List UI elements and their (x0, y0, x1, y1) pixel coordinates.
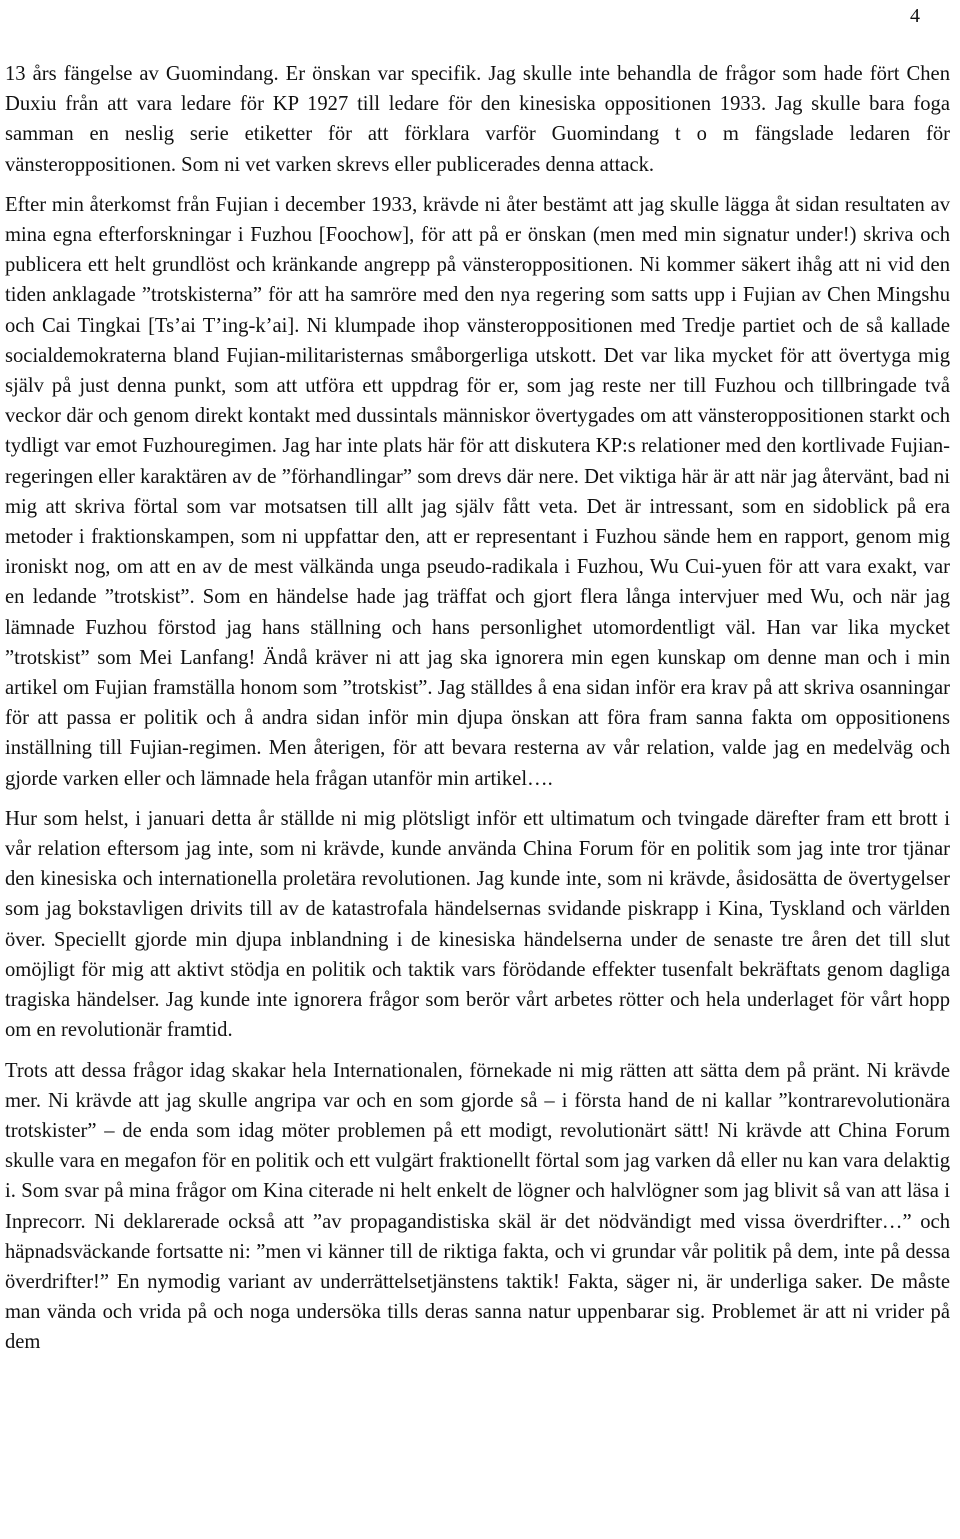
page-number: 4 (910, 5, 920, 27)
paragraph-4: Trots att dessa frågor idag skakar hela Internationalen, förnekade ni mig rätten att sätta dem på pränt. Ni krävde mer. Ni krävde att jag skulle angripa var och en som gjorde så – i första hand de ni kallar ”kontrarevolutionära trotskister” – de enda som idag möter problemen på ett modigt, revolutionärt sätt! Ni krävde att China Forum skulle vara en megafon för en politik och ett vulgärt fraktionellt förtal som jag varken då eller nu kan vara delaktig i. Som svar på mina frågor om Kina citerade ni helt enkelt de lögner och halvlögner som jag blivit så van att läsa i Inprecorr. Ni deklarerade också att ”av propagandistiska skäl är det nödvändigt med vissa överdrifter…” och häpnadsväckande fortsatte ni: ”men vi känner till de riktiga fakta, och vi grundar vår politik på dem, inte på dessa överdrifter!” En nymodig variant av underrättelsetjänstens taktik! Fakta, säger ni, är underliga saker. De måste man vända och vrida på och noga undersöka tills deras sanna natur uppenbarar sig. Problemet är att ni vrider på dem (5, 1059, 950, 1354)
paragraph-3: Hur som helst, i januari detta år ställde ni mig plötsligt inför ett ultimatum och tvingade därefter fram ett brott i vår relation eftersom jag inte, som ni krävde, kunde använda China Forum för en politik som jag inte tror tjänar den kinesiska och internationella proletära revolutionen. Jag kunde inte, som ni krävde, åsidosätta de övertygelser som jag bokstavligen drivits till av de katastrofala händelsernas svidande piskrapp i Kina, Tyskland och världen över. Speciellt gjorde min djupa inblandning i de kinesiska händelserna under de senaste tre åren det till slut omöjligt för mig att aktivt stödja en politik och taktik vars förödande effekter tusenfalt bekräftats genom dagliga tragiska händelser. Jag kunde inte ignorera frågor som berör vårt arbetes rötter och hela underlaget för vårt hopp om en revolutionär framtid. (5, 807, 950, 1042)
paragraph-1: 13 års fängelse av Guomindang. Er önskan var specifik. Jag skulle inte behandla de frågor som hade fört Chen Duxiu från att vara ledare för KP 1927 till ledare för den kinesiska oppositionen 1933. Jag skulle bara foga samman en neslig serie etiketter för att förklara varför Guomindang t o m fängslade ledaren för vänsteroppositionen. Som ni vet varken skrevs eller publicerades denna attack. (5, 63, 950, 176)
paragraph-2: Efter min återkomst från Fujian i december 1933, krävde ni åter bestämt att jag skulle lägga åt sidan resultaten av mina egna efterforskningar i Fuzhou [Foochow], för att på er önskan (men med min signatur under!) skriva och publicera ett helt grundlöst och kränkande angrepp på vänsteroppositionen. Ni kommer säkert ihåg att ni vid den tiden anklagade ”trotskisterna” för att ha samröre med den nya regering som satts upp i Fujian av Chen Mingshu och Cai Tingkai [Ts’ai T’ing-k’ai]. Ni klumpade ihop vänsteroppositionen med Tredje partiet och de så kallade socialdemokraterna bland Fujian-militaristernas småborgerliga utskott. Det var lika mycket för att övertyga mig själv på just denna punkt, som att utföra ett uppdrag för er, som jag reste ner till Fuzhou och tillbringade två veckor där och genom direkt kontakt med dussintals människor övertygades om att vänsteroppositionen starkt och tydligt var emot Fuzhouregimen. Jag har inte plats här för att diskutera KP:s relationer med den kortlivade Fujianregeringen eller karaktären av de ”förhandlingar” som drevs där nere. Det viktiga här är att när jag återvänt, bad ni mig att skriva förtal som var motsatsen till allt jag själv fått veta. Det är intressant, som en sidoblick på era metoder i fraktionskampen, som ni uppfattar den, att er representant i Fuzhou sände hem en rapport, genom mig ironiskt nog, om att en av de mest välkända unga pseudo-radikala i Fuzhou, Wu Cui-yuen för att vara exakt, var en ledande ”trotskist”. Som en händelse hade jag träffat och gjort flera långa intervjuer med Wu, och när jag lämnade Fuzhou förstod jag hans ställning och hans personlighet utomordentligt väl. Han var lika mycket ”trotskist” som Mei Lanfang! Ändå kräver ni att jag ska ignorera min egen kunskap om denne man och i min artikel om Fujian framställa honom som ”trotskist”. Jag ställdes å ena sidan inför era krav på att skriva osanningar för att passa er politik och å andra sidan inför min djupa önskan att föra fram sanna fakta om oppositionens inställning till Fujian-regimen. Men återigen, för att bevara resterna av vår relation, valde jag en medelväg och gjorde varken eller och lämnade hela frågan utanför min artikel…. (5, 193, 950, 790)
document-body (5, 59, 950, 1362)
